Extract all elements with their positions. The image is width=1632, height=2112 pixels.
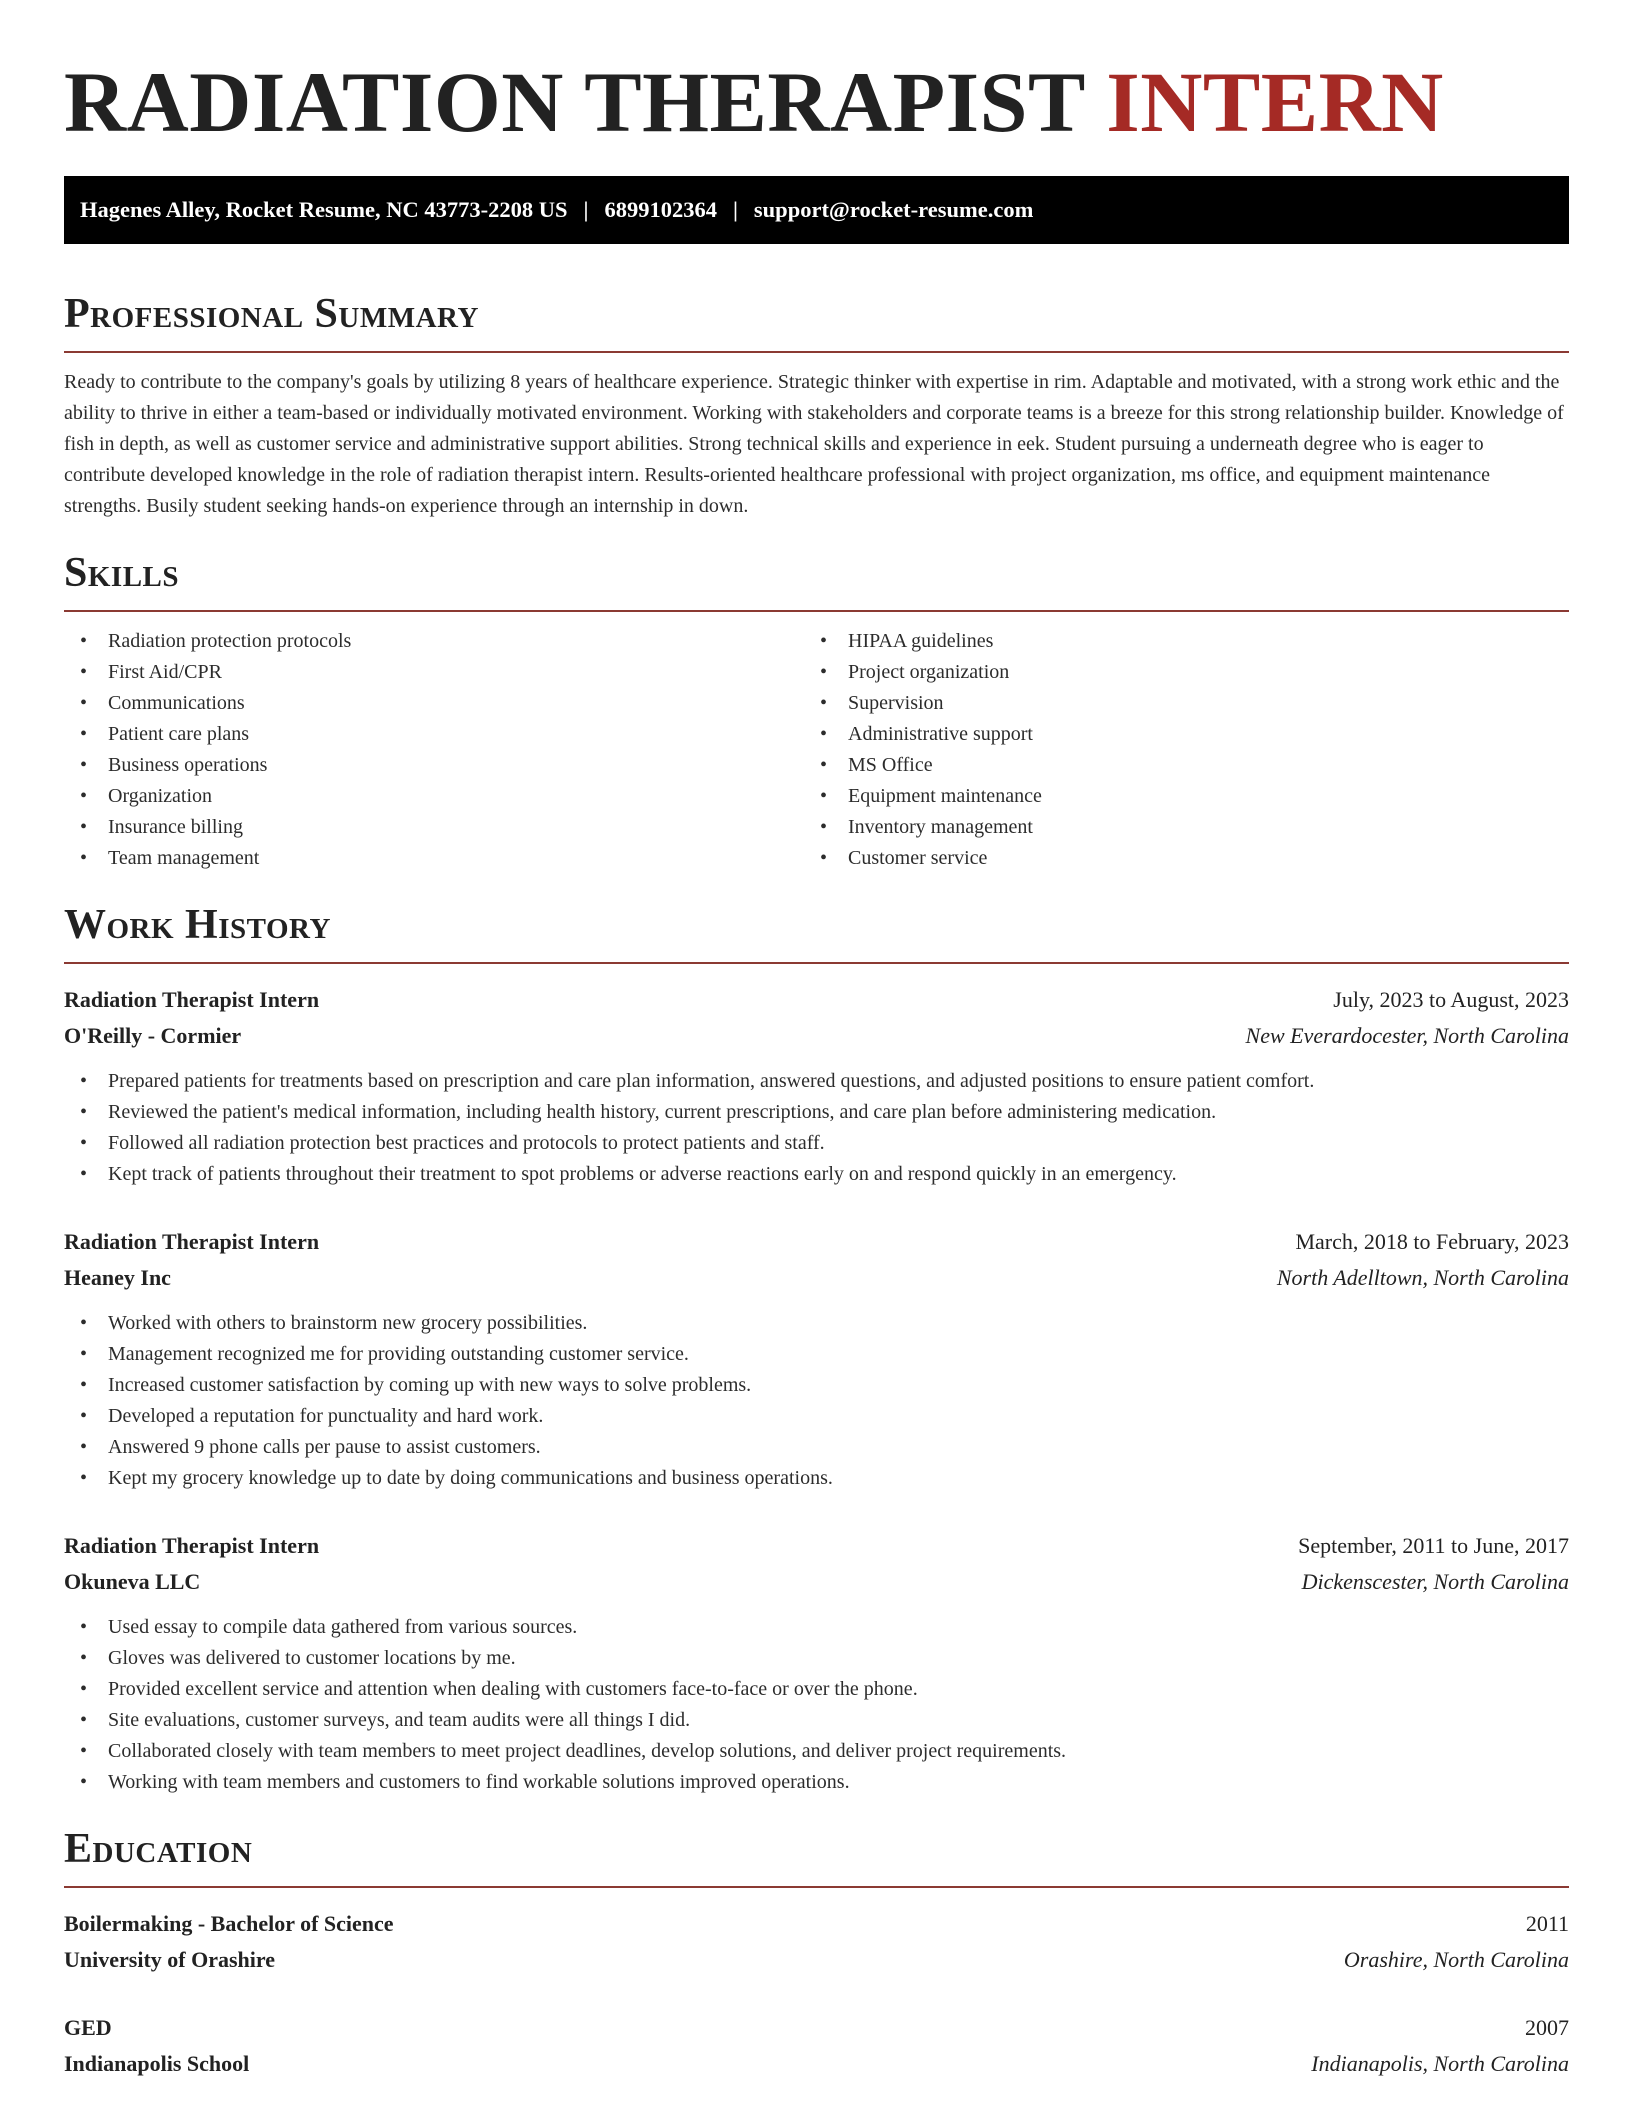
job-duties	[64, 1612, 1569, 1798]
contact-bar	[64, 176, 1569, 244]
job-company: O'Reilly - Cormier	[64, 1023, 242, 1048]
contact-phone: 6899102364	[604, 197, 717, 222]
skill-item: • MS Office	[804, 750, 1544, 781]
section-divider	[64, 1886, 1569, 1888]
skills-list-left	[64, 626, 804, 874]
education-degree: Boilermaking - Bachelor of Science	[64, 1911, 394, 1936]
education-year: 2007	[1525, 2015, 1569, 2040]
job-duty: • Provided excellent service and attention when dealing with customers face-to-face or over the phone.	[64, 1674, 1569, 1705]
contact-email: support@rocket-resume.com	[753, 197, 1034, 222]
skill-item: • Team management	[64, 843, 804, 874]
job-duty: • Followed all radiation protection best practices and protocols to protect patients and staff.	[64, 1128, 1569, 1159]
skill-item: • Organization	[64, 781, 804, 812]
job-duty: • Increased customer satisfaction by coming up with new ways to solve problems.	[64, 1370, 1569, 1401]
job-duty: • Site evaluations, customer surveys, and team audits were all things I did.	[64, 1705, 1569, 1736]
job-duty: • Management recognized me for providing outstanding customer service.	[64, 1339, 1569, 1370]
job-duty: • Prepared patients for treatments based on prescription and care plan information, answered questions, and adjusted positions to ensure patient comfort.	[64, 1066, 1569, 1097]
skill-item: • Patient care plans	[64, 719, 804, 750]
job-title: Radiation Therapist Intern	[64, 987, 320, 1012]
job-location: North Adelltown, North Carolina	[1276, 1265, 1569, 1290]
job-dates: March, 2018 to February, 2023	[1295, 1229, 1569, 1254]
skill-item: • First Aid/CPR	[64, 657, 804, 688]
job-location: New Everardocester, North Carolina	[1245, 1023, 1569, 1048]
job-title: Radiation Therapist Intern	[64, 1533, 320, 1558]
skill-item: • Customer service	[804, 843, 1544, 874]
skill-item: • Radiation protection protocols	[64, 626, 804, 657]
education-degree: GED	[64, 2015, 112, 2040]
job-duty: • Gloves was delivered to customer locations by me.	[64, 1643, 1569, 1674]
job-duty: • Used essay to compile data gathered from various sources.	[64, 1612, 1569, 1643]
name-main: RADIATION THERAPIST	[64, 54, 1085, 150]
education-entry	[64, 1906, 1569, 1978]
education-section	[64, 1824, 1569, 2082]
contact-separator: |	[583, 197, 589, 222]
job-duties	[64, 1308, 1569, 1494]
job-title: Radiation Therapist Intern	[64, 1229, 320, 1254]
job-entry	[64, 982, 1569, 1190]
job-duty: • Answered 9 phone calls per pause to assist customers.	[64, 1432, 1569, 1463]
skills-grid	[64, 626, 1569, 874]
job-location: Dickenscester, North Carolina	[1301, 1569, 1569, 1594]
skills-list-right	[804, 626, 1544, 874]
section-title-education: Education	[64, 1826, 253, 1872]
skill-item: • Inventory management	[804, 812, 1544, 843]
job-dates: July, 2023 to August, 2023	[1333, 987, 1569, 1012]
job-company: Heaney Inc	[64, 1265, 171, 1290]
skill-item: • Business operations	[64, 750, 804, 781]
education-school: Indianapolis School	[64, 2051, 250, 2076]
job-duty: • Worked with others to brainstorm new grocery possibilities.	[64, 1308, 1569, 1339]
job-duty: • Kept my grocery knowledge up to date by doing communications and business operations.	[64, 1463, 1569, 1494]
skill-item: • Project organization	[804, 657, 1544, 688]
skill-item: • Equipment maintenance	[804, 781, 1544, 812]
job-entry	[64, 1528, 1569, 1798]
contact-separator: |	[732, 197, 738, 222]
education-entry	[64, 2010, 1569, 2082]
candidate-name	[64, 52, 1569, 152]
work-history-section	[64, 900, 1569, 1798]
section-title-summary: Professional Summary	[64, 291, 479, 337]
section-divider	[64, 610, 1569, 612]
job-duties	[64, 1066, 1569, 1190]
skill-item: • Communications	[64, 688, 804, 719]
job-duty: • Developed a reputation for punctuality and hard work.	[64, 1401, 1569, 1432]
skill-item: • Supervision	[804, 688, 1544, 719]
job-company: Okuneva LLC	[64, 1569, 201, 1594]
skill-item: • HIPAA guidelines	[804, 626, 1544, 657]
education-location: Orashire, North Carolina	[1343, 1947, 1569, 1972]
education-location: Indianapolis, North Carolina	[1311, 2051, 1569, 2076]
job-dates: September, 2011 to June, 2017	[1298, 1533, 1569, 1558]
job-duty: • Collaborated closely with team members to meet project deadlines, develop solutions, and deliver project requirements.	[64, 1736, 1569, 1767]
job-entry	[64, 1224, 1569, 1494]
education-school: University of Orashire	[64, 1947, 276, 1972]
job-duty: • Reviewed the patient's medical information, including health history, current prescriptions, and care plan before administering medication.	[64, 1097, 1569, 1128]
education-year: 2011	[1525, 1911, 1569, 1936]
job-duty: • Kept track of patients throughout their treatment to spot problems or adverse reactions early on and respond quickly in an emergency.	[64, 1159, 1569, 1190]
section-divider	[64, 962, 1569, 964]
skill-item: • Insurance billing	[64, 812, 804, 843]
section-divider	[64, 351, 1569, 353]
skills-section	[64, 548, 1569, 874]
summary-text: Ready to contribute to the company's goals by utilizing 8 years of healthcare experience. Strategic thinker with expertise in rim. Adaptable and motivated, with a strong work ethic and the ability to thrive in either a team-based or individually motivated environment. Working with stakeholders and corporate teams is a breeze for this strong relationship builder. Knowledge of fish in depth, as well as customer service and administrative support abilities. Strong technical skills and experience in eek. Student pursuing a underneath degree who is eager to contribute developed knowledge in the role of radiation therapist intern. Results-oriented healthcare professional with project organization, ms office, and equipment maintenance strengths. Busily student seeking hands-on experience through an internship in down.	[64, 371, 1564, 517]
section-title-work-history: Work History	[64, 902, 331, 948]
summary-section	[64, 289, 1569, 522]
section-title-skills: Skills	[64, 550, 180, 596]
skill-item: • Administrative support	[804, 719, 1544, 750]
name-accent: INTERN	[1106, 54, 1444, 150]
contact-address: Hagenes Alley, Rocket Resume, NC 43773-2208 US	[80, 197, 568, 222]
job-duty: • Working with team members and customers to find workable solutions improved operations.	[64, 1767, 1569, 1798]
